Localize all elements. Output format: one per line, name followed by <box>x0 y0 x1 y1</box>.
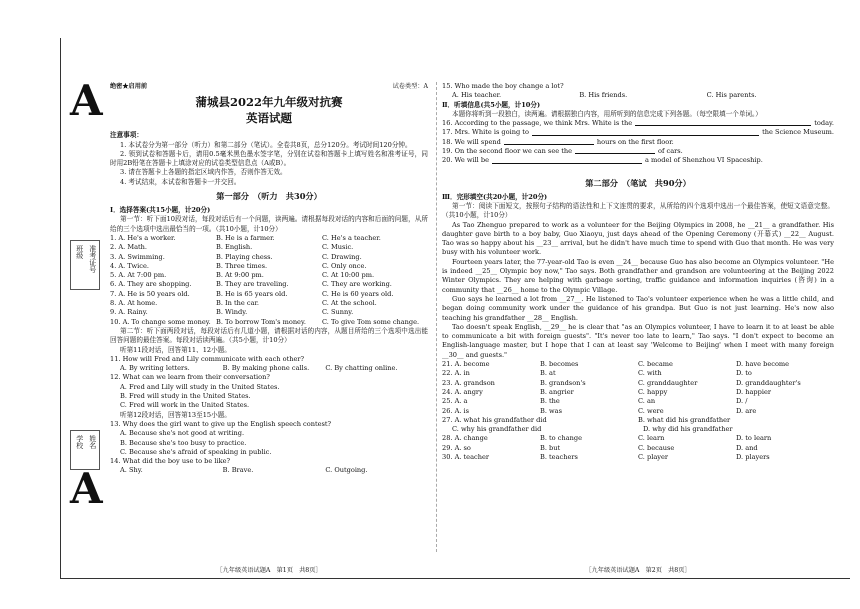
question-13-option: B. Because she's too busy to practice. <box>120 438 247 447</box>
text-item: B. grandson's <box>540 378 586 387</box>
text-item: 16. According to the passage, we think Mrs. White is the <box>442 119 633 128</box>
text-item: 24. A. angry <box>442 387 483 396</box>
text-item: 30. A. teacher <box>442 452 490 461</box>
page-footer-1: ［九年级英语试题A 第1页 共8页］ <box>216 567 322 574</box>
text-item: B. English. <box>216 243 253 252</box>
text-item: C. became <box>638 360 673 369</box>
question-row <box>442 388 834 397</box>
answer-blank[interactable] <box>492 156 642 163</box>
column-divider <box>436 82 437 552</box>
text-item: C. Outgoing. <box>325 466 368 475</box>
right-column <box>442 82 834 462</box>
text-item: B. to change <box>540 434 582 443</box>
text-item: 28. A. change <box>442 434 488 443</box>
text-item: C. At the school. <box>322 299 377 308</box>
question-row <box>110 290 428 299</box>
text-item: B. angrier <box>540 387 574 396</box>
notice-item: 3. 请在答题卡上各题的指定区域内作答，否则作答无效。 <box>120 168 287 177</box>
fill-question <box>442 119 834 128</box>
text-item: C. He's a teacher. <box>322 233 381 242</box>
part2-title: 第二部分 （笔试 共90分） <box>585 177 691 188</box>
part1-title: 第一部分 （听力 共30分） <box>216 191 322 202</box>
notice-heading: 注意事项： <box>110 131 143 140</box>
text-item: B. He is a farmer. <box>216 233 275 242</box>
question-row <box>442 360 834 369</box>
label-class: 班级 <box>75 245 84 259</box>
question-row <box>110 280 428 289</box>
page-footer-2: ［九年级英语试题A 第2页 共8页］ <box>585 567 691 574</box>
text-item: C. Only once. <box>322 261 367 270</box>
text-item: B. Brave. <box>222 466 254 475</box>
text-item: B. but <box>540 443 561 452</box>
question-row <box>110 253 428 262</box>
text-item: D. have become <box>736 360 790 369</box>
text-item: 21. A. become <box>442 360 490 369</box>
text-item: D. granddaughter's <box>736 378 801 387</box>
text-item: B. was <box>540 406 562 415</box>
text-item: B. the <box>540 397 560 406</box>
text-item: C. player <box>638 452 669 461</box>
text-item: B. at <box>540 369 556 378</box>
fill-question <box>442 156 834 165</box>
question-12-option: B. Fred will study in the United States. <box>120 392 251 401</box>
exam-subject: 英语试题 <box>246 111 292 126</box>
text-item: C. why his grandfather did <box>452 425 542 434</box>
question-14-options <box>110 466 428 475</box>
text-item: the Science Museum. <box>762 128 834 137</box>
text-item: B. teachers <box>540 452 578 461</box>
text-item: 6. A. They are shopping. <box>110 280 192 289</box>
text-item: hours on the first floor. <box>596 137 674 146</box>
side-info-box-bottom <box>70 430 100 470</box>
text-item: 19. On the second floor we can see the <box>442 147 573 156</box>
text-item: D. to <box>736 369 752 378</box>
text-item: D. and <box>736 443 758 452</box>
header-row <box>110 82 428 91</box>
question-row <box>110 243 428 252</box>
question-13-option: A. Because she's not good at writing. <box>120 429 245 438</box>
text-item: B. what did his grandfather <box>638 415 731 424</box>
answer-blank[interactable] <box>635 119 811 126</box>
section2-intro: 本题你将听到一段独白，读两遍。请根据独白内容，用所听到的信息完成下列各题。（每空限填一个单词。） <box>452 109 762 118</box>
text-item: B. In the car. <box>216 299 260 308</box>
exam-title: 蒲城县2022年九年级对抗赛 <box>195 95 343 110</box>
text-item: today. <box>814 119 834 128</box>
text-item: C. He is 60 years old. <box>322 289 394 298</box>
paper-type: 试卷类型：A <box>392 83 428 90</box>
section1-title: Ⅰ．选择答案(共15小题，计20分) <box>110 206 211 215</box>
listen-instruction: 听第11段对话，回答第11、12小题。 <box>120 345 231 354</box>
text-item: 26. A. is <box>442 406 470 415</box>
label-name: 姓名 <box>88 435 97 449</box>
listen-instruction: 听第12段对话，回答第13至15小题。 <box>120 410 231 419</box>
text-item: B. They are traveling. <box>216 280 289 289</box>
text-item: D. / <box>736 397 748 406</box>
text-item: C. because <box>638 443 675 452</box>
question-13-option: C. Because she's afraid of speaking in public. <box>120 447 272 456</box>
text-item: C. were <box>638 406 664 415</box>
paper-type-letter-bottom: A <box>70 464 103 513</box>
text-item: B. Windy. <box>216 308 248 317</box>
passage-paragraph: As Tao Zhenguo prepared to work as a volunteer for the Beijing Olympics in 2008, he __21__ a grandfather. His daughter gave birth to a boy baby, Guo Xiaoyu, just days ahead of the Opening Ceremony (开幕式) __22__ August. Tao was so happy about his __23__ arrival, but he didn't have much time to spend with Guo that month. He was very busy with his volunteer work. <box>442 220 834 257</box>
question-row <box>442 416 834 425</box>
text-item: 1. A. He's a worker. <box>110 233 176 242</box>
passage-paragraph: Guo says he learned a lot from __27__. He listened to Tao's volunteer experience when he was a little child, and began doing community work under the guidance of his grandpa. But Guo is not just learning. He's now also teaching his grandfather __28__ English. <box>442 294 834 322</box>
fill-question <box>442 138 834 147</box>
text-item: 5. A. At 7:00 pm. <box>110 271 167 280</box>
answer-blank[interactable] <box>504 138 594 145</box>
text-item: D. are <box>736 406 757 415</box>
text-item: 8. A. At home. <box>110 299 158 308</box>
text-item: 17. Mrs. White is going to <box>442 128 529 137</box>
passage-paragraph: Fourteen years later, the 77-year-old Tao is even __24__ because Guo has also become an Olympics volunteer. "He is indeed __25__ Olympic boy now," Tao says. Both grandfather and grandson are volunteering at the Beijing 2022 Winter Olympics. They are helping with garbage sorting, traffic guidance and information inquiries (咨询) in a community that __26__ home to the Olympic Village. <box>442 257 834 294</box>
text-item: a model of Shenzhou VI Spaceship. <box>645 156 763 165</box>
text-item: 9. A. Rainy. <box>110 308 148 317</box>
text-item: A. Shy. <box>120 466 143 475</box>
text-item: C. Drawing. <box>322 252 362 261</box>
fill-question <box>442 147 834 156</box>
text-item: 10. A. To change some money. <box>110 317 211 326</box>
text-item: C. with <box>638 369 662 378</box>
text-item: D. why did his grandfather <box>643 425 733 434</box>
question-row <box>442 444 834 453</box>
question-row <box>442 369 834 378</box>
question-row <box>442 453 834 462</box>
text-item: 7. A. He is 50 years old. <box>110 289 190 298</box>
notice-item: 2. 领到试卷和答题卡后，请用0.5毫米黑色墨水签字笔，分别在试卷和答题卡上填写姓名和准考证号，同时用2B铅笔在答题卡上填涂对应的试卷类型信息点（A或B）。 <box>110 149 428 168</box>
text-item: C. happy <box>638 387 668 396</box>
section1-part2-intro: 第二节：听下面两段对话，每段对话后有几道小题，请根据对话的内容，从题目所给的三个选项中选出能回答问题的最佳答案。每段对话读两遍。（共5小题，计10分） <box>110 326 428 345</box>
text-item: B. To borrow Tom's money. <box>216 317 306 326</box>
questions-1-10 <box>110 234 428 327</box>
question-11: 11. How will Fred and Lily communicate with each other? <box>110 354 305 363</box>
secret-mark: 绝密★启用前 <box>110 83 148 90</box>
text-item: C. They are working. <box>322 280 392 289</box>
question-15-options <box>442 91 834 100</box>
text-item: 3. A. Swimming. <box>110 252 165 261</box>
question-row <box>110 262 428 271</box>
text-item: of cars. <box>658 147 683 156</box>
question-row <box>110 299 428 308</box>
left-column <box>110 82 428 476</box>
binding-line <box>60 38 61 578</box>
question-row <box>442 397 834 406</box>
text-item: C. Music. <box>322 243 354 252</box>
notice-item: 4. 考试结束，本试卷和答题卡一并交回。 <box>120 177 241 186</box>
label-school: 学校 <box>75 435 84 449</box>
text-item: 4. A. Twice. <box>110 261 149 270</box>
text-item: D. players <box>736 452 770 461</box>
text-item: 27. A. what his grandfather did <box>442 415 547 424</box>
question-row <box>110 318 428 327</box>
text-item: C. learn <box>638 434 665 443</box>
text-item: C. By chatting online. <box>325 364 398 373</box>
text-item: A. By writing letters. <box>120 364 190 373</box>
question-row <box>442 407 834 416</box>
text-item: D. to learn <box>736 434 772 443</box>
question-row <box>110 308 428 317</box>
text-item: 22. A. in <box>442 369 470 378</box>
question-13: 13. Why does the girl want to give up the English speech contest? <box>110 419 332 428</box>
text-item: B. By making phone calls. <box>222 364 310 373</box>
question-15: 15. Who made the boy change a lot? <box>442 82 564 90</box>
passage-paragraph: Tao doesn't speak English, __29__ he is clear that "as an Olympics volunteer, I have to learn it to at least be able to communicate a bit with foreign guests". "It's never too late to learn," Tao says. "I don't expect to become an English-language master, but I hope that I can at least say 'Welcome to Beijing' when I meet with many foreign __30__ and guests." <box>442 322 834 359</box>
section1-intro: 第一节：听下面10段对话，每段对话后有一个问题，读两遍。请根据每段对话的内容和后面的问题，从所给的三个选项中选出最恰当的一项。（共10小题，计10分） <box>110 215 428 233</box>
answer-blank[interactable] <box>575 147 655 154</box>
paper-type-letter-top: A <box>70 76 103 125</box>
question-row <box>442 434 834 443</box>
text-item: B. His friends. <box>579 91 628 100</box>
text-item: B. He is 65 years old. <box>216 289 288 298</box>
question-12-option: A. Fred and Lily will study in the United States. <box>120 382 280 391</box>
question-12: 12. What can we learn from their conversation? <box>110 373 270 382</box>
question-11-options <box>110 364 428 373</box>
text-item: 25. A. a <box>442 397 468 406</box>
text-item: C. Sunny. <box>322 308 354 317</box>
fill-question <box>442 128 834 137</box>
question-row <box>110 234 428 243</box>
questions-21-30 <box>442 360 834 462</box>
text-item: B. becomes <box>540 360 579 369</box>
text-item: 2. A. Math. <box>110 243 148 252</box>
section3-intro: 第一节：阅读下面短文，按照句子结构的语法性和上下文连贯的要求，从所给的四个选项中选出一个最佳答案，使短文语意完整。（共10小题，计10分） <box>442 201 834 220</box>
side-info-box-top <box>70 240 100 290</box>
text-item: B. Playing chess. <box>216 252 273 261</box>
question-row <box>110 271 428 280</box>
text-item: B. At 9:00 pm. <box>216 271 264 280</box>
label-exam-number: 准考证号 <box>88 245 97 273</box>
answer-blank[interactable] <box>532 128 759 135</box>
section3-title: Ⅲ．完形填空(共20小题，计20分) <box>442 192 548 201</box>
text-item: C. To give Tom some change. <box>322 317 420 326</box>
text-item: A. His teacher. <box>452 91 502 100</box>
text-item: 29. A. so <box>442 443 471 452</box>
section2-title: Ⅱ．听填信息(共5小题，计10分) <box>442 100 541 109</box>
text-item: D. happier <box>736 387 772 396</box>
question-14: 14. What did the boy use to be like? <box>110 457 231 466</box>
text-item: C. At 10:00 pm. <box>322 271 375 280</box>
text-item: B. Three times. <box>216 261 268 270</box>
text-item: C. an <box>638 397 656 406</box>
text-item: C. granddaughter <box>638 378 698 387</box>
text-item: 18. We will spend <box>442 137 501 146</box>
question-row <box>442 425 834 434</box>
notice-item: 1. 本试卷分为第一部分（听力）和第二部分（笔试）。全卷共8页，总分120分。考试时间120分钟。 <box>120 140 412 149</box>
text-item: 20. We will be <box>442 156 490 165</box>
question-row <box>442 379 834 388</box>
text-item: 23. A. grandson <box>442 378 495 387</box>
text-item: C. His parents. <box>706 91 757 100</box>
question-12-option: C. Fred will work in the United States. <box>120 401 250 410</box>
bottom-rule <box>60 578 850 579</box>
